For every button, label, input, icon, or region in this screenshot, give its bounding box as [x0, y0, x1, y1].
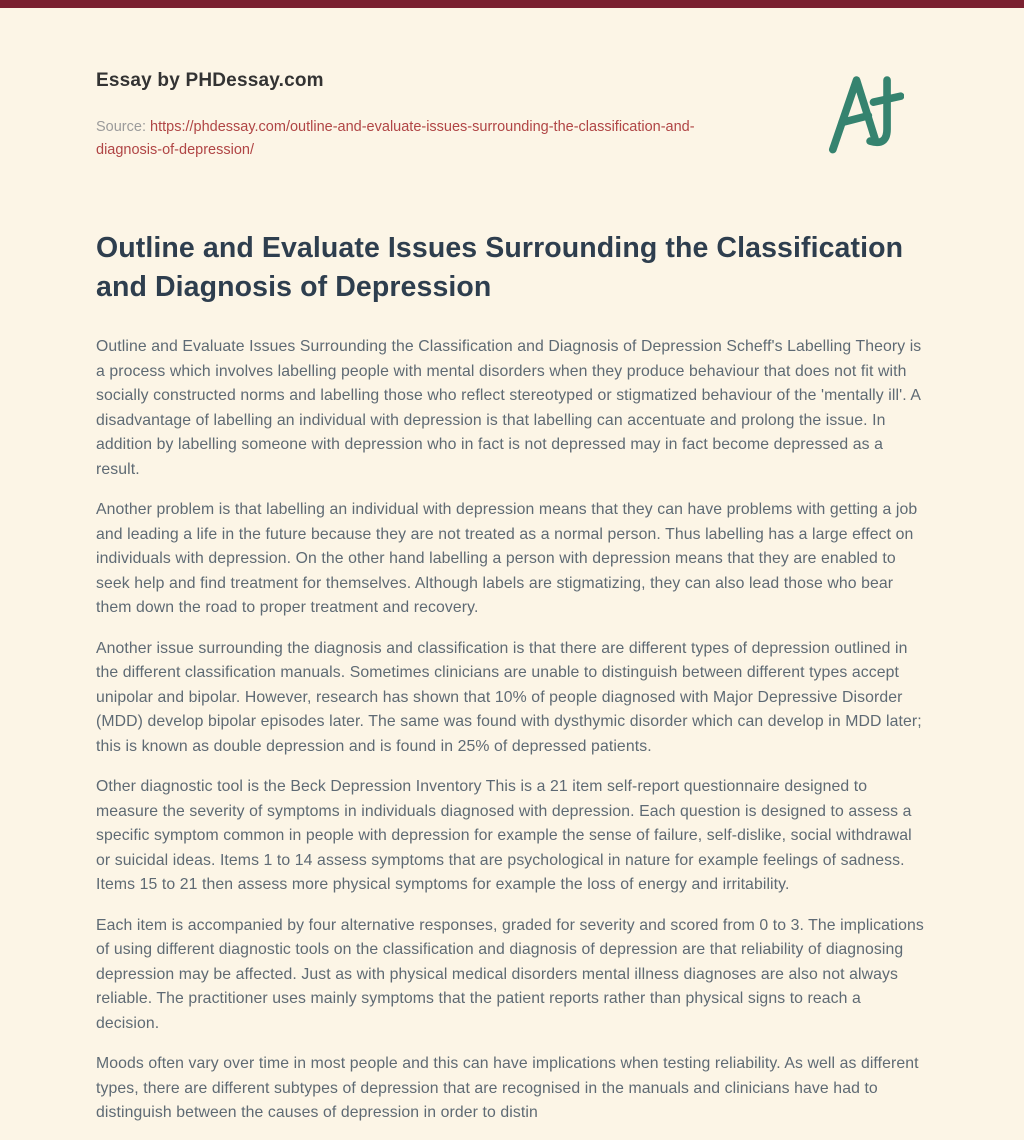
essay-title: Outline and Evaluate Issues Surrounding the Classification and Diagnosis of Depression	[96, 232, 904, 303]
header-text-block	[96, 66, 696, 162]
essay-paragraph: Each item is accompanied by four alternative responses, graded for severity and scored from 0 to 3. The implications of using different diagnostic tools on the classification and diagnosis of depression are that reliability of diagnosing depression may be affected. Just as with physical medical disorders mental illness diagnoses are also not always reliable. The practitioner uses mainly symptoms that the patient reports rather than physical signs to reach a decision.	[96, 916, 924, 1032]
page-container	[0, 8, 1024, 1126]
source-label: Source:	[96, 119, 146, 135]
essay-body	[96, 335, 928, 1126]
page-header	[96, 66, 928, 165]
essay-paragraph: Outline and Evaluate Issues Surrounding the Classification and Diagnosis of Depression Scheff's Labelling Theory is a process which involves labelling people with mental disorders when they produce behaviour that does not fit with socially constructed norms and labelling those who reflect stereotyped or stigmatized behaviour of the 'mentally ill'. A disadvantage of labelling an individual with depression is that labelling can accentuate and prolong the issue. In addition by labelling someone with depression who in fact is not depressed may in fact become depressed as a result.	[96, 338, 922, 478]
essay-paragraph: Moods often vary over time in most people and this can have implications when testing reliability. As well as different types, there are different subtypes of depression that are recognised in the manuals and clinicians have had to distinguish between the causes of depression in order to distin	[96, 1055, 919, 1121]
essay-byline: Essay by PHDessay.com	[96, 70, 324, 91]
source-line	[96, 116, 696, 162]
essay-paragraph: Other diagnostic tool is the Beck Depression Inventory This is a 21 item self-report questionnaire designed to measure the severity of symptoms in individuals diagnosed with depression. Each question is designed to assess a specific symptom common in people with depression for example the sense of failure, self-dislike, social withdrawal or suicidal ideas. Items 1 to 14 assess symptoms that are psychological in nature for example feelings of sadness. Items 15 to 21 then assess more physical symptoms for example the loss of energy and irritability.	[96, 778, 912, 893]
phdessay-logo[interactable]	[826, 68, 904, 165]
essay-paragraph: Another problem is that labelling an individual with depression means that they can have problems with getting a job and leading a life in the future because they are not treated as a normal person. Thus labelling has a large effect on individuals with depression. On the other hand labelling a person with depression means that they are enabled to seek help and find treatment for themselves. Although labels are stigmatizing, they can also lead those who bear them down the road to proper treatment and recovery.	[96, 501, 918, 616]
a-plus-logo-icon	[826, 68, 904, 160]
top-accent-bar	[0, 0, 1024, 8]
source-link[interactable]: https://phdessay.com/outline-and-evaluate-issues-surrounding-the-classification-and-diagnosis-of-depression/	[96, 119, 695, 158]
essay-paragraph: Another issue surrounding the diagnosis and classification is that there are different types of depression outlined in the different classification manuals. Sometimes clinicians are unable to distinguish between different types accept unipolar and bipolar. However, research has shown that 10% of people diagnosed with Major Depressive Disorder (MDD) develop bipolar episodes later. The same was found with dysthymic disorder which can develop in MDD later; this is known as double depression and is found in 25% of depressed patients.	[96, 639, 922, 755]
